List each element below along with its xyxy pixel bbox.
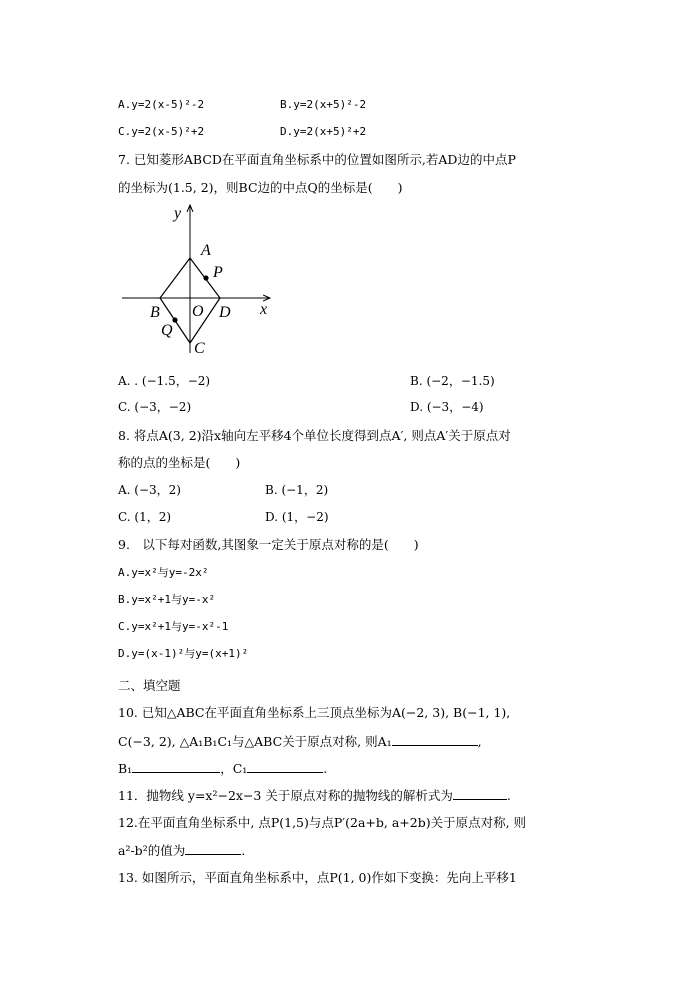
- q8-stem-line1: 8. 将点A(3, 2)沿x轴向左平移4个单位长度得到点A′, 则点A′关于原点对: [118, 428, 511, 443]
- q6-option-a: A.y=2(x-5)²-2: [118, 98, 205, 111]
- q10-line2-comma: ,: [477, 734, 482, 749]
- q7-option-c: C. (−3，−2): [118, 400, 192, 414]
- y-axis-label: y: [174, 205, 182, 222]
- q12-text: a²-b²的值为: [118, 843, 186, 858]
- q11-end: .: [506, 788, 511, 803]
- q10-stem-line1: 10. 已知△ABC在平面直角坐标系上三顶点坐标为A(−2, 3), B(−1, 1),: [118, 705, 511, 720]
- label-c: C: [194, 340, 205, 357]
- q11-stem: [118, 787, 511, 804]
- label-o: O: [192, 303, 204, 320]
- point-q: [172, 317, 177, 322]
- q7-stem-line2: 的坐标为(1.5, 2)，则BC边的中点Q的坐标是( ): [118, 180, 403, 195]
- q10-stem-line2: [118, 733, 482, 750]
- q9-option-b: B.y=x²+1与y=-x²: [118, 593, 216, 606]
- answer-blank-c1[interactable]: [247, 760, 323, 773]
- q12-stem-line2: [118, 842, 245, 859]
- label-a: A: [201, 242, 211, 259]
- q8-option-b: B. (−1，2): [265, 483, 329, 497]
- q6-option-c: C.y=2(x-5)²+2: [118, 125, 205, 138]
- x-axis-label: x: [260, 301, 268, 318]
- label-d: D: [219, 304, 231, 321]
- label-b: B: [150, 304, 160, 321]
- point-p: [203, 275, 208, 280]
- q10-b1-label: B₁: [118, 761, 133, 776]
- q7-option-a: A. . (−1.5，−2): [118, 374, 211, 388]
- q6-option-b: B.y=2(x+5)²-2: [280, 98, 367, 111]
- q7-option-b: B. (−2，−1.5): [410, 374, 495, 388]
- q10-stem-line3: [118, 760, 327, 777]
- q10-end: .: [323, 761, 328, 776]
- q12-end: .: [241, 843, 246, 858]
- section-heading-fill-in: 二、填空题: [118, 678, 181, 693]
- q8-option-d: D. (1，−2): [265, 510, 329, 524]
- rhombus-figure: [118, 203, 278, 363]
- q8-option-a: A. (−3，2): [118, 483, 181, 497]
- q7-stem-line1: 7. 已知菱形ABCD在平面直角坐标系中的位置如图所示,若AD边的中点P: [118, 152, 516, 167]
- q9-option-a: A.y=x²与y=-2x²: [118, 566, 209, 579]
- q6-option-d: D.y=2(x+5)²+2: [280, 125, 367, 138]
- q10-line2-text: C(−3, 2), △A₁B₁C₁与△ABC关于原点对称, 则A₁: [118, 734, 392, 749]
- q11-text: 11．抛物线 y=x²−2x−3 关于原点对称的抛物线的解析式为: [118, 788, 453, 803]
- q9-stem: 9. 以下每对函数,其图象一定关于原点对称的是( ): [118, 537, 419, 552]
- q13-stem-line1: 13. 如图所示，平面直角坐标系中，点P(1, 0)作如下变换：先向上平移1: [118, 870, 517, 885]
- q10-c1-label: ，C₁: [220, 761, 248, 776]
- answer-blank-q11[interactable]: [453, 787, 507, 800]
- answer-blank-b1[interactable]: [132, 760, 220, 773]
- q8-stem-line2: 称的点的坐标是( ): [118, 455, 241, 470]
- label-q: Q: [161, 322, 173, 339]
- answer-blank-a1[interactable]: [392, 733, 478, 746]
- q9-option-d: D.y=(x-1)²与y=(x+1)²: [118, 647, 249, 660]
- q8-option-c: C. (1，2): [118, 510, 172, 524]
- q7-option-d: D. (−3，−4): [410, 400, 484, 414]
- q12-stem-line1: 12.在平面直角坐标系中, 点P(1,5)与点P′(2a+b, a+2b)关于原点对称, 则: [118, 815, 527, 830]
- answer-blank-q12[interactable]: [185, 842, 241, 855]
- label-p: P: [213, 264, 223, 281]
- q9-option-c: C.y=x²+1与y=-x²-1: [118, 620, 229, 633]
